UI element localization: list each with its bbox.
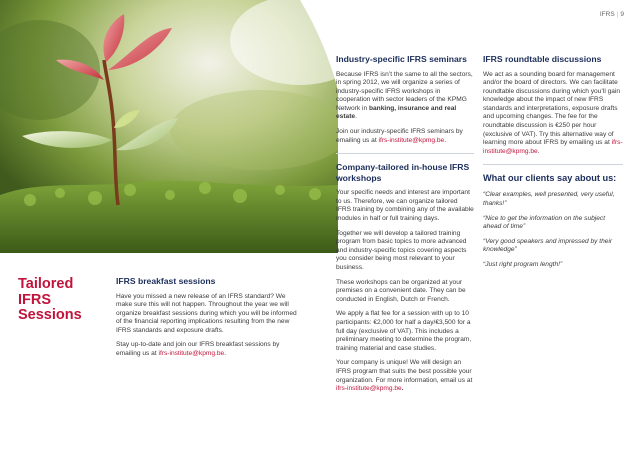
client-quote: “Very good speakers and impressed by their knowledge” <box>483 237 613 254</box>
divider <box>483 164 623 165</box>
industry-heading: Industry-specific IFRS seminars <box>336 54 467 64</box>
inhouse-paragraph-2: Together we will develop a tailored training program from basic topics to more advanced and industry-specific topics covering aspects you consider being most relevant to your business. <box>336 229 467 271</box>
page-header <box>600 11 624 18</box>
inhouse-heading: Company-tailored in-house IFRS workshops <box>336 162 470 183</box>
inhouse-email-link[interactable]: ifrs-institute@kpmg.be <box>336 385 402 393</box>
breakfast-heading: IFRS breakfast sessions <box>116 276 216 286</box>
punctuation: . <box>401 385 404 393</box>
punctuation: . <box>224 350 227 358</box>
punctuation: . <box>355 113 357 121</box>
client-quote: “Nice to get the information on the subject ahead of time” <box>483 214 606 231</box>
roundtable-email-link[interactable]: ifrs-institute@kpmg.be <box>483 139 623 155</box>
page-number: 9 <box>620 11 624 18</box>
industry-text: Because IFRS isn’t the same to all the sectors, in spring 2012, we will organize a series of industry-specific IFRS workshops in cooperation with sector leaders of the KPMG Network in <box>336 70 473 112</box>
section-title <box>18 277 82 324</box>
header-section: IFRS <box>599 11 615 18</box>
inhouse-paragraph-3: These workshops can be organized at your premises on a convenient date. They can be conducted in English, Dutch or French. <box>336 278 466 303</box>
clients-heading: What our clients say about us: <box>483 173 617 184</box>
breakfast-email-link[interactable]: ifrs-institute@kpmg.be <box>158 350 225 358</box>
inhouse-contact-text: Your company is unique! We will design an IFRS program that suits the best possible your organization. For more information, email us at <box>336 359 473 384</box>
right-column <box>483 54 623 276</box>
roundtable-paragraph <box>483 71 623 157</box>
divider <box>336 153 474 154</box>
punctuation: . <box>444 136 447 144</box>
seedling-photo <box>0 0 338 253</box>
industry-signup-text: Join our industry-specific IFRS seminars by emailing us at <box>336 128 463 144</box>
breakfast-signup-paragraph <box>116 341 298 358</box>
punctuation: . <box>537 147 540 155</box>
roundtable-text: We act as a sounding board for management and/or the board of directors. We can facilitate roundtable discussions during which you’ll gain knowledge about the impact of new IFRS standards and interpretations, exposure drafts and upcoming changes. The fee for the roundtable discussion is €250 per hour (exclusive of VAT). Try this alternative way of learning more about IFRS by emailing us at <box>483 70 621 147</box>
inhouse-paragraph-5 <box>336 359 474 393</box>
inhouse-paragraph-4: We apply a flat fee for a session with up to 10 participants: €2,000 for half a day/€3,500 for a full day (exclusive of VAT). This includes a preliminary meeting to determine the program, training material and case studies. <box>336 310 472 352</box>
breakfast-sessions-block <box>116 276 298 365</box>
section-title-line: Tailored <box>18 276 74 292</box>
section-title-line: Sessions <box>18 307 82 323</box>
industry-paragraph <box>336 71 474 123</box>
breakfast-paragraph: Have you missed a new release of an IFRS standard? We make sure this will not happen. Throughout the year we will organize breakfast sessions during which you will be informed of the financial reporting implications resulting from the new IFRS standards and exposure drafts. <box>116 292 297 334</box>
client-quote: “Just right program length!” <box>483 261 563 268</box>
inhouse-paragraph-1: Your specific needs and interest are important to us. Therefore, we can organize tailored IFRS training by combining any of the available modules in half or full training days. <box>336 189 474 223</box>
client-quote: “Clear examples, well presented, very useful, thanks!” <box>483 191 615 208</box>
breakfast-signup-text: Stay up-to-date and join our IFRS breakfast sessions by emailing us at <box>116 341 280 358</box>
industry-sectors: banking, insurance and real estate <box>336 104 457 121</box>
industry-email-link[interactable]: ifrs-institute@kpmg.be <box>378 136 445 144</box>
roundtable-heading: IFRS roundtable discussions <box>483 54 602 64</box>
section-title-line: IFRS <box>18 291 52 308</box>
seedling-illustration <box>0 0 338 253</box>
industry-signup-paragraph <box>336 128 474 145</box>
middle-column <box>336 54 474 400</box>
header-separator: | <box>616 11 619 18</box>
